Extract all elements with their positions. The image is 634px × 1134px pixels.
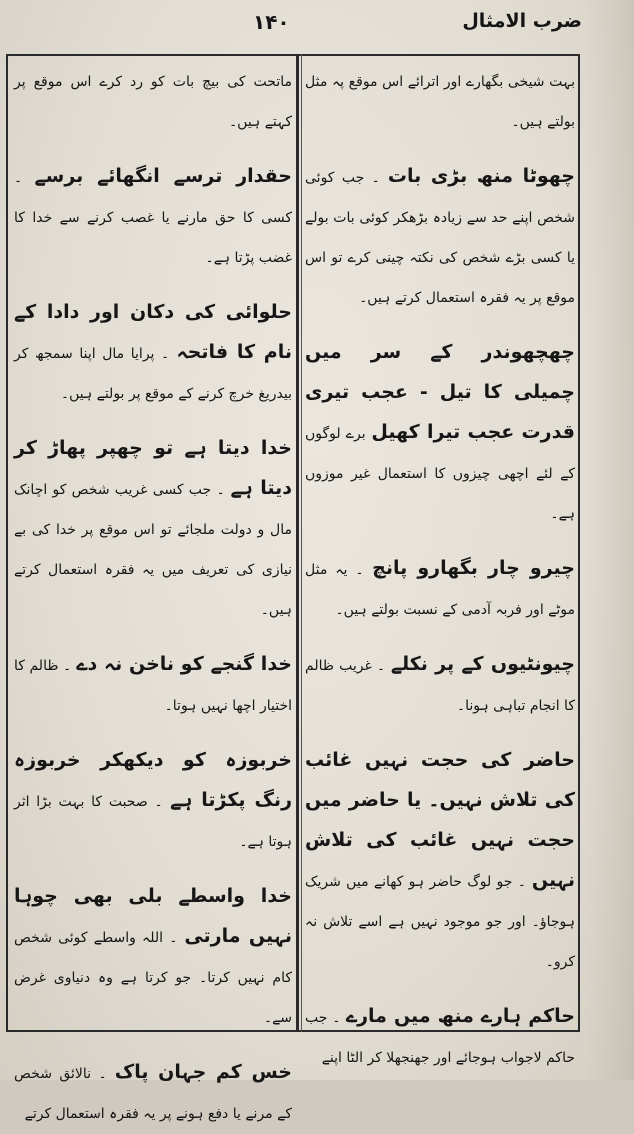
proverb-explanation: ۔ جب کسی غریب شخص کو اچانک مال و دولت ملجائے تو اس موقع پر خدا کی بے نیازی کی تعریف میں یہ فقرہ استعمال کرتے ہیں۔ (14, 482, 292, 618)
book-title: ضرب الامثال (462, 10, 582, 32)
proverb-entry (14, 156, 292, 278)
proverb-heading: چیونٹیوں کے پر نکلے (390, 653, 575, 675)
proverb-explanation: ۔ غریب ظالم کا انجام تباہی ہونا۔ (305, 658, 575, 714)
proverb-entry (14, 644, 292, 726)
proverb-heading: چھچھوندر کے سر میں چمیلی کا تیل - عجب تیری قدرت عجب تیرا کھیل (305, 341, 576, 443)
proverb-entry (14, 1052, 292, 1134)
proverb-heading: حاکم ہارے منھ میں مارے (345, 1005, 575, 1027)
proverb-heading: حقدار ترسے انگھائے برسے (34, 165, 292, 187)
proverb-heading: خس کم جہان پاک (114, 1061, 292, 1083)
continuation-text: بہت شیخی بگھارے اور اترائے اس موقع پہ مثل بولتے ہیں۔ (305, 74, 575, 130)
proverb-heading: خدا واسطے بلی بھی چوہا نہیں مارتی (14, 885, 292, 947)
proverb-entry (305, 740, 575, 982)
proverb-entry (305, 332, 575, 534)
continuation-text: ماتحت کی بیچ بات کو رد کرے اس موقع پر کہتے ہیں۔ (14, 74, 292, 130)
proverb-explanation: ۔ جب حاکم لاجواب ہوجائے اور جھنجھلا کر الٹا اپنے (305, 1010, 575, 1066)
proverb-entry (305, 548, 575, 630)
proverb-entry (14, 876, 292, 1038)
proverb-entry (14, 292, 292, 414)
proverb-explanation: ۔ ظالم کا اختیار اچھا نہیں ہوتا۔ (14, 658, 292, 714)
proverb-heading: حلوائی کی دکان اور دادا کے نام کا فاتحہ (14, 301, 292, 363)
proverb-heading: چھوٹا منھ بڑی بات (387, 165, 576, 187)
proverb-explanation: ۔ کسی کا حق مارنے یا غصب کرنے سے خدا کا غضب پڑتا ہے۔ (14, 170, 292, 266)
proverb-explanation: ۔ یہ مثل موٹے اور فربہ آدمی کے نسبت بولتے ہیں۔ (305, 562, 575, 618)
page-number: ۱۴۰ (253, 10, 290, 34)
proverb-explanation: برے لوگوں کے لئے اچھی چیزوں کا استعمال غیر موزوں ہے۔ (305, 426, 575, 522)
proverb-heading: خربوزہ کو دیکھکر خربوزہ رنگ پکڑتا ہے (14, 749, 293, 811)
proverb-entry (14, 428, 292, 630)
proverb-explanation: ۔ نالائق شخص کے مرنے یا دفع ہونے پر یہ فقرہ استعمال کرتے (14, 1066, 292, 1122)
left-column (14, 62, 293, 1122)
proverb-heading: خدا گنجے کو ناخن نہ دے (76, 653, 292, 675)
proverb-explanation: ۔ جب کوئی شخص اپنے حد سے زیادہ بڑھکر کوئی بات بولے یا کسی بڑے شخص کی نکتہ چینی کرے تو اس موقع پر یہ فقرہ استعمال کرتے ہیں۔ (305, 170, 575, 306)
proverb-entry (305, 996, 575, 1078)
proverb-entry (305, 156, 575, 318)
column-divider (296, 54, 299, 1032)
proverb-explanation: ۔ اللہ واسطے کوئی شخص کام نہیں کرتا۔ جو کرتا ہے وہ دنیاوی غرض سے۔ (14, 930, 292, 1026)
proverb-heading: خدا دیتا ہے تو چھپر پھاڑ کر دیتا ہے (14, 437, 292, 499)
column-divider-inner (301, 54, 302, 1032)
proverb-entry (305, 644, 575, 726)
proverb-explanation: ۔ پرایا مال اپنا سمجھ کر بیدریغ خرچ کرنے کے موقع پر بولتے ہیں۔ (14, 346, 292, 402)
proverb-explanation: ۔ جو لوگ حاضر ہو کھانے میں شریک ہوجاؤ۔ اور جو موجود نہیں ہے اسے تلاش نہ کرو۔ (305, 874, 575, 970)
page-header (0, 0, 634, 52)
right-column (305, 62, 576, 1066)
page-edge-shadow (586, 0, 634, 1080)
proverb-heading: حاضر کی حجت نہیں غائب کی تلاش نہیں۔ یا حاضر میں حجت نہیں غائب کی تلاش نہیں (305, 749, 575, 891)
proverb-heading: چیرو چار بگھارو پانچ (372, 557, 576, 579)
proverb-explanation: ۔ صحبت کا بہت بڑا اثر ہوتا ہے۔ (14, 794, 292, 850)
proverb-entry (14, 740, 292, 862)
